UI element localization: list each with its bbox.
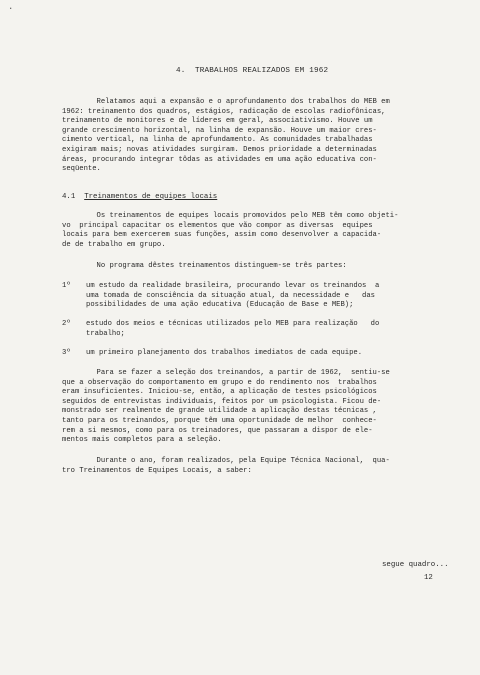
text-line: treinamento de monitores e de líderes em geral, associativismo. Houve um (62, 117, 373, 126)
list-item-number: 2º (62, 320, 71, 328)
section-title: Treinamentos de equipes locais (84, 193, 218, 201)
page-title: 4. TRABALHOS REALIZADOS EM 1962 (176, 67, 329, 75)
text-line: Relatamos aqui a expansão e o aprofundamento dos trabalhos do MEB em (62, 98, 390, 106)
continuation-note: segue quadro... (382, 561, 449, 569)
text-line: uma tomada de consciência da situação atual, da necessidade e das (86, 291, 375, 300)
list-item-text (86, 320, 452, 339)
section-heading (62, 193, 217, 201)
text-line: Para se fazer a seleção dos treinandos, a partir de 1962, sentiu-se (62, 369, 390, 377)
text-line: eram insuficientes. Iniciou-se, então, a aplicação de testes psicológicos (62, 388, 377, 397)
list-item-text (86, 282, 452, 311)
list-item (62, 349, 452, 359)
text-line: que a observação do comportamento em grupo e do rendimento nos trabalhos (62, 378, 377, 387)
text-line: possibilidades de uma ação educativa (Educação de Base e MEB); (86, 301, 354, 310)
text-line: rem a si mesmos, como para os treinadores, que passaram a dispor de ele- (62, 426, 373, 435)
text-line: de de trabalho em grupo. (62, 240, 166, 249)
corner-mark: · (8, 4, 14, 14)
list-item-text (86, 349, 452, 359)
text-line: locais para bem exercerem suas funções, assim como desenvolver a capacida- (62, 231, 382, 240)
text-line: 1962: treinamento dos quadros, estágios, radicação de escolas radiofônicas, (62, 107, 386, 116)
text-line: Durante o ano, foram realizados, pela Equipe Técnica Nacional, qua- (62, 457, 390, 465)
text-line: um estudo da realidade brasileira, procurando levar os treinandos a (86, 282, 380, 290)
text-line: monstrado ser realmente de grande utilidade a aplicação destas técnicas , (62, 407, 377, 416)
text-line: seqüente. (62, 165, 101, 174)
text-line: Os treinamentos de equipes locais promovidos pelo MEB têm como objeti- (62, 212, 399, 220)
list-item-number: 3º (62, 349, 71, 357)
list-item-number: 1º (62, 282, 71, 290)
page-number: 12 (424, 574, 433, 582)
text-line: exigiram mais; novas atividades surgiram. Demos prioridade a determinadas (62, 145, 377, 154)
text-line: tro Treinamentos de Equipes Locais, a saber: (62, 466, 252, 475)
section-number: 4.1 (62, 193, 76, 201)
text-line: No programa dêstes treinamentos distinguem-se três partes: (62, 262, 347, 270)
text-line: grande crescimento horizontal, na linha de expansão. Houve um maior cres- (62, 126, 377, 135)
text-line: vo principal capacitar os elementos que vão compor as diversas equipes (62, 221, 373, 230)
text-line: áreas, procurando integrar tôdas as atividades em uma ação educativa con- (62, 155, 377, 164)
list-item (62, 320, 452, 340)
paragraph-selection (62, 369, 434, 446)
paragraph-program (62, 262, 434, 272)
text-line: mentos mais completos para a seleção. (62, 436, 222, 445)
text-line: trabalho; (86, 329, 125, 338)
paragraph-trainings (62, 457, 434, 476)
intro-paragraph (62, 98, 434, 175)
list-item (62, 282, 452, 312)
text-line: estudo dos meios e técnicas utilizados pelo MEB para realização do (86, 320, 380, 328)
text-line: cimento vertical, na linha de aprofundamento. As comunidades trabalhadas (62, 136, 373, 145)
text-line: tanto para os treinandos, porque têm uma oportunidade de melhor conhece- (62, 416, 377, 425)
text-line: seguidos de entrevistas individuais, feitos por um psicologista. Ficou de- (62, 397, 382, 406)
text-line: um primeiro planejamento dos trabalhos imediatos de cada equipe. (86, 349, 363, 357)
paragraph-objective (62, 212, 434, 250)
